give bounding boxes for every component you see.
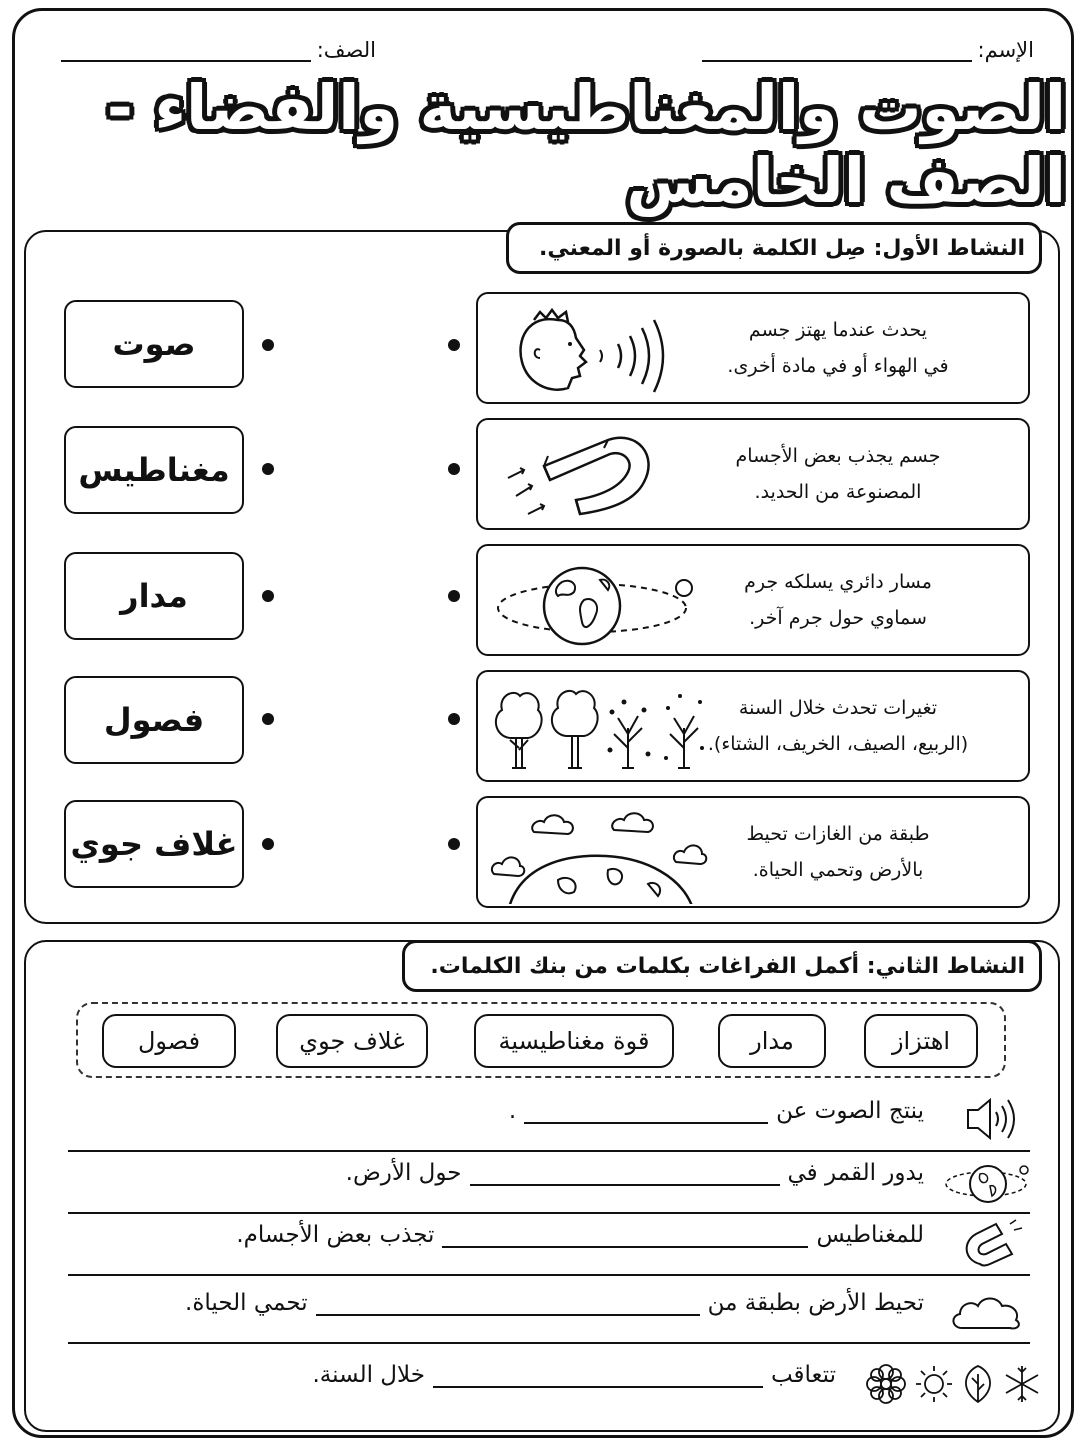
answer-blank[interactable] xyxy=(470,1164,780,1186)
definition-card-magnet xyxy=(476,418,1030,530)
word-box-atmosphere: غلاف جوي xyxy=(64,800,244,888)
match-dot-left[interactable] xyxy=(262,713,274,725)
sentence-row xyxy=(68,1150,1030,1214)
answer-blank[interactable] xyxy=(316,1294,700,1316)
worksheet-title-text: الصوت والمغناطيسية والفضاء - الصف الخامس xyxy=(107,71,1066,217)
sun-icon xyxy=(916,1366,952,1402)
name-label: الإسم: xyxy=(977,38,1034,62)
definition-card-orbit xyxy=(476,544,1030,656)
word-bank-chip[interactable]: فصول xyxy=(102,1014,236,1068)
speaker-icon xyxy=(940,1092,1030,1144)
class-label: الصف: xyxy=(316,38,376,62)
sentence-before: تحيط الأرض بطبقة من xyxy=(707,1290,924,1316)
sentence-after: تحمي الحياة. xyxy=(185,1290,308,1316)
worksheet-title xyxy=(20,71,1066,217)
match-dot-right[interactable] xyxy=(448,838,460,850)
name-blank[interactable] xyxy=(702,38,972,62)
match-dot-left[interactable] xyxy=(262,590,274,602)
word-bank-chip[interactable]: غلاف جوي xyxy=(276,1014,428,1068)
sentence-after: حول الأرض. xyxy=(345,1160,462,1186)
definition-card-atmosphere xyxy=(476,796,1030,908)
sentence-row xyxy=(68,1352,1030,1416)
match-dot-left[interactable] xyxy=(262,463,274,475)
answer-blank[interactable] xyxy=(433,1366,763,1388)
definition-line: جسم يجذب بعض الأجسام xyxy=(735,445,941,467)
word-box-sound: صوت xyxy=(64,300,244,388)
definition-text xyxy=(688,294,988,402)
class-field[interactable] xyxy=(61,38,376,62)
earth-orbit-icon xyxy=(488,552,708,652)
definition-line: بالأرض وتحمي الحياة. xyxy=(752,859,924,881)
word-box-seasons: فصول xyxy=(64,676,244,764)
sentence-row xyxy=(68,1088,1030,1152)
match-dot-right[interactable] xyxy=(448,463,460,475)
definition-text xyxy=(688,798,988,906)
sentence-before: تتعاقب xyxy=(770,1362,836,1388)
match-dot-right[interactable] xyxy=(448,590,460,602)
match-dot-left[interactable] xyxy=(262,838,274,850)
sentence-text xyxy=(236,1222,924,1248)
match-dot-left[interactable] xyxy=(262,339,274,351)
sentence-row xyxy=(68,1280,1030,1344)
four-seasons-trees-icon xyxy=(488,678,708,778)
name-field[interactable] xyxy=(702,38,1034,62)
definition-text xyxy=(688,672,988,780)
class-blank[interactable] xyxy=(61,38,311,62)
word-box-orbit: مدار xyxy=(64,552,244,640)
flower-icon xyxy=(867,1365,905,1403)
definition-line: سماوي حول جرم آخر. xyxy=(749,607,927,629)
sentence-before: يدور القمر في xyxy=(787,1160,924,1186)
definition-line: مسار دائري يسلكه جرم xyxy=(744,571,932,593)
activity2-label: النشاط الثاني: أكمل الفراغات بكلمات من بنك الكلمات. xyxy=(402,940,1042,992)
activity1-label: النشاط الأول: صِل الكلمة بالصورة أو المعني. xyxy=(506,222,1042,274)
definition-card-seasons xyxy=(476,670,1030,782)
snowflake-icon xyxy=(1006,1366,1038,1402)
match-dot-right[interactable] xyxy=(448,713,460,725)
word-bank-chip[interactable]: مدار xyxy=(718,1014,826,1068)
definition-card-sound xyxy=(476,292,1030,404)
definition-line: المصنوعة من الحديد. xyxy=(754,481,922,503)
cloud-icon xyxy=(940,1284,1030,1336)
definition-line: تغيرات تحدث خلال السنة xyxy=(738,697,938,719)
earth-atmosphere-icon xyxy=(488,804,708,904)
horseshoe-magnet-icon xyxy=(488,426,708,526)
match-dot-right[interactable] xyxy=(448,339,460,351)
definition-line: في الهواء أو في مادة أخرى. xyxy=(727,355,949,377)
definition-text xyxy=(688,420,988,528)
sentence-text xyxy=(313,1362,837,1388)
sentence-before: ينتج الصوت عن xyxy=(776,1098,924,1124)
definition-line: يحدث عندما يهتز جسم xyxy=(748,319,928,341)
orbit-icon xyxy=(940,1154,1030,1206)
definition-line: (الربيع، الصيف، الخريف، الشتاء). xyxy=(707,733,969,755)
sentence-after: تجذب بعض الأجسام. xyxy=(236,1222,435,1248)
answer-blank[interactable] xyxy=(442,1226,808,1248)
sentence-after: . xyxy=(508,1098,517,1124)
answer-blank[interactable] xyxy=(524,1102,768,1124)
word-bank-chip[interactable]: اهتزاز xyxy=(864,1014,978,1068)
sentence-before: للمغناطيس xyxy=(816,1222,924,1248)
definition-line: طبقة من الغازات تحيط xyxy=(746,823,930,845)
sentence-text xyxy=(346,1160,924,1186)
seasons-icons xyxy=(860,1360,1040,1408)
leaf-icon xyxy=(966,1366,990,1402)
sentence-after: خلال السنة. xyxy=(312,1362,425,1388)
definition-text xyxy=(688,546,988,654)
sentence-text xyxy=(509,1098,924,1124)
child-speaking-icon xyxy=(488,300,708,400)
sentence-row xyxy=(68,1212,1030,1276)
sentence-text xyxy=(185,1290,924,1316)
word-bank-chip[interactable]: قوة مغناطيسية xyxy=(474,1014,674,1068)
word-box-magnet: مغناطيس xyxy=(64,426,244,514)
magnet-icon xyxy=(940,1216,1030,1268)
